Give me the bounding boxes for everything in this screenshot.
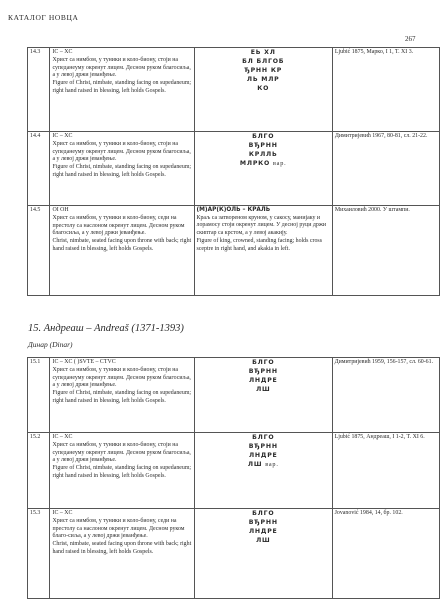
variant-note: вар.	[265, 460, 279, 468]
table-row	[28, 509, 440, 599]
description-english: Christ, nimbate, seated facing upon throne with back; right hand raised in blessing, left holds Gospels.	[52, 238, 192, 252]
description-serbian: Христ са нимбом, у туники и коло-биону, стоји на супедaнеуму окренут лицем. Десном руком благосиља, а у левој држи јеванђење.	[52, 56, 191, 79]
inscription-text: ЛШ	[247, 460, 263, 468]
obverse-description	[50, 358, 194, 433]
bibliographic-reference: Ljubić 1875, Марко, I 1, T. XI 3.	[332, 48, 439, 132]
section-subheading: Динар (Dinar)	[28, 340, 73, 349]
bibliographic-reference: Димитријевић 1967, 80-81, сл. 21-22.	[332, 132, 439, 206]
inscription-line: ВЂРНН	[248, 442, 278, 450]
inscription-line: ЛШ	[256, 536, 271, 544]
inscription-line: БЛГО	[252, 510, 275, 517]
description-english: Christ, nimbate, seated facing upon throne with back; right hand raised in blessing, left holds Gospels.	[52, 541, 192, 555]
inscription-text: МЛРКО	[239, 159, 271, 167]
bibliographic-reference: Михаиловић 2000. У штампи.	[332, 206, 439, 296]
inscription-line: БЛГО	[252, 434, 275, 441]
table-row	[28, 206, 440, 296]
inscription-line: ЕЬ ХЛ	[250, 49, 276, 56]
reverse-inscription	[194, 509, 332, 599]
inscription-line: ВЂРНН	[248, 518, 278, 526]
variant-note: вар.	[273, 159, 287, 167]
obverse-legend: IC – XC	[52, 434, 73, 440]
inscription-line: ЛНДРЕ	[248, 527, 278, 535]
table-row	[28, 433, 440, 509]
inscription-line: ЂРНН КР	[244, 66, 283, 74]
catalog-number: 14.4	[28, 132, 50, 206]
obverse-description	[50, 433, 194, 509]
obverse-legend: IC – XC	[52, 49, 73, 55]
inscription-line	[197, 160, 330, 169]
reverse-inscription	[194, 132, 332, 206]
description-serbian: Христ са нимбом, у туники и коло-биону, стоји на супедaнеуму окренут лицем. Десном руком благосиља, а у левој држи јеванђење.	[52, 366, 191, 389]
inscription-line	[197, 461, 330, 470]
inscription-line: БЛГО	[252, 133, 275, 140]
bibliographic-reference: Ljubić 1875, Андреаш, I 1-2, T. XI 6.	[332, 433, 439, 509]
bibliographic-reference: Jovanović 1984, 14, бр. 102.	[332, 509, 439, 599]
inscription-line: КРЛЛЬ	[248, 150, 278, 158]
table-row	[28, 358, 440, 433]
obverse-description	[50, 132, 194, 206]
reverse-inscription	[194, 433, 332, 509]
section-heading: 15. Андреаш – Andreaš (1371-1393)	[28, 323, 184, 334]
description-english: Figure of Christ, nimbate, standing facing on supedaneum; right hand raised in blessing, left holds Gospels.	[52, 465, 192, 479]
description-serbian: Христ са нимбом, у туники и коло-биону, седи на престолу са наслоном окренут лицем. Десном руком благо-сиља, а у левој држи јеванђење.	[52, 517, 185, 540]
page-header-title: КАТАЛОГ НОВЦА	[8, 13, 79, 22]
description-english: Figure of Christ, nimbate, standing facing on supedaneum; right hand raised in blessing, left holds Gospels.	[52, 390, 192, 404]
description-english: Figure of Christ, nimbate, standing facing on supedaneum; right hand raised in blessing, left holds Gospels.	[52, 80, 192, 94]
inscription-line: БЛГО	[252, 359, 275, 366]
obverse-legend: IC – XC	[52, 133, 73, 139]
description-serbian: Христ са нимбом, у туники и коло-биону, стоји на супедaнеуму окренут лицем. Десном руком благосиља, а у левој држи јеванђење.	[52, 140, 191, 163]
inscription-line: ЛНДРЕ	[248, 376, 278, 384]
inscription-line: ЛНДРЕ	[248, 451, 278, 459]
catalog-number: 14.3	[28, 48, 50, 132]
inscription-line: ЛЬ МЛР	[246, 75, 280, 83]
catalog-number: 15.1	[28, 358, 50, 433]
catalog-number: 15.2	[28, 433, 50, 509]
catalog-number: 15.3	[28, 509, 50, 599]
description-serbian: Христ са нимбом, у туники и коло-биону, седи на престолу са наслоном окренут лицем. Десном руком благосиља, а у левој држи јеванђење.	[52, 214, 185, 237]
coin-catalog-table-andreas	[27, 357, 440, 599]
reverse-inscription	[194, 206, 332, 296]
obverse-legend: IC – XC	[52, 510, 73, 516]
obverse-legend: OI OH	[52, 207, 69, 213]
inscription-description-english: Figure of king, crowned, standing facing; holds cross sceptre in right hand, and akakia in left.	[196, 237, 322, 252]
page-number: 267	[405, 35, 416, 43]
inscription-legend: (М)АР(К)ОЛЬ – КРАЛЬ	[196, 207, 271, 213]
obverse-legend: IC – XC ( )SVTE – CTVC	[52, 359, 116, 365]
inscription-line: ВЂРНН	[248, 141, 278, 149]
inscription-line: ЛШ	[256, 385, 271, 393]
table-row	[28, 132, 440, 206]
obverse-description	[50, 206, 194, 296]
coin-catalog-table-marko	[27, 47, 440, 296]
catalog-number: 14.5	[28, 206, 50, 296]
reverse-inscription	[194, 48, 332, 132]
description-serbian: Христ са нимбом, у туники и коло-биону, стоји на супедaнеуму окренут лицем. Десном руком благосиља, а у левој држи јеванђење.	[52, 441, 191, 464]
bibliographic-reference: Димитријевић 1959, 156-157, сл. 60-61.	[332, 358, 439, 433]
table-row	[28, 48, 440, 132]
inscription-line: БЛ БЛГОБ	[242, 57, 285, 65]
description-english: Figure of Christ, nimbate, standing facing on supedaneum; right hand raised in blessing, left holds Gospels.	[52, 164, 192, 178]
inscription-description-serbian: Краљ са затвореном круном, у сакосу, манијаку и лорамосу стоји окренут лицем. У десној руци држи скиптар са крстом, а у левој акакију.	[196, 214, 327, 237]
reverse-inscription	[194, 358, 332, 433]
obverse-description	[50, 48, 194, 132]
inscription-line: ВЂРНН	[248, 367, 278, 375]
inscription-line: КО	[257, 84, 270, 92]
obverse-description	[50, 509, 194, 599]
